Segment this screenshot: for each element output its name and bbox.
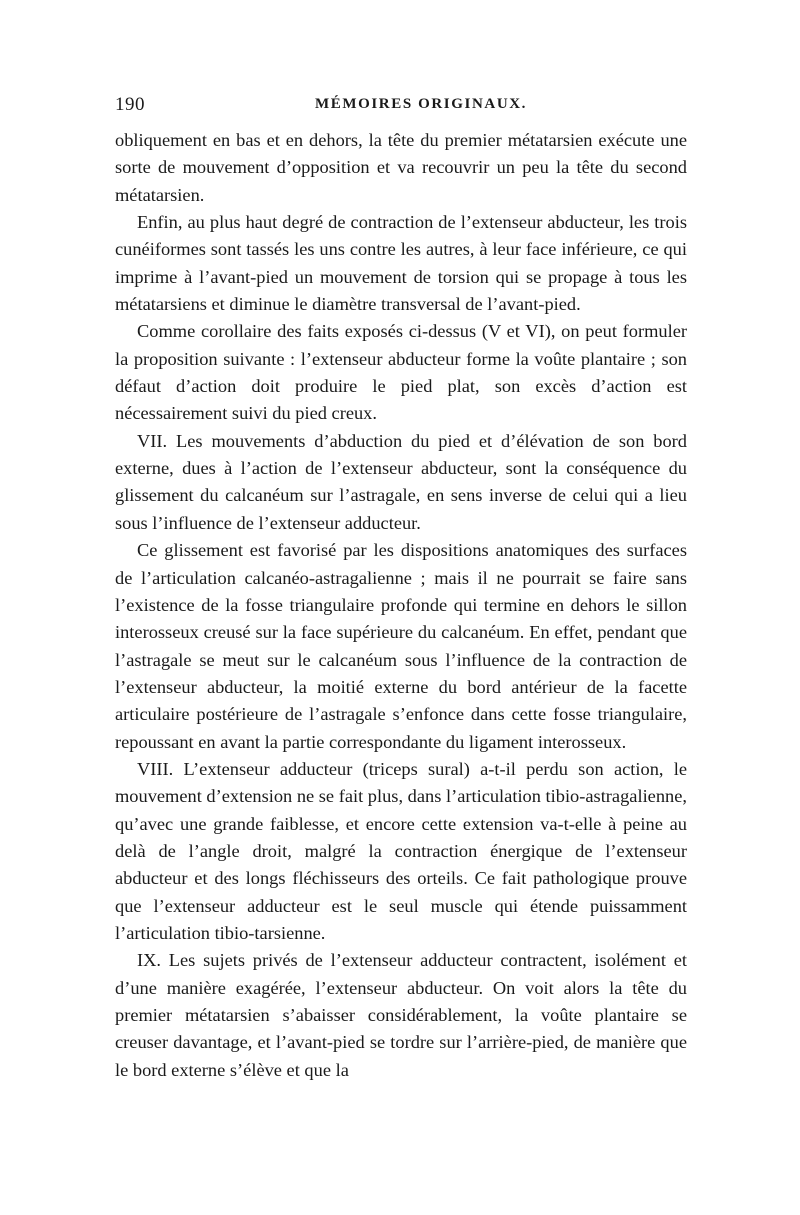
paragraph-corollaire: Comme corollaire des faits exposés ci-dessus (V et VI), on peut formuler la proposition suivante : l’extenseur abducteur forme la voûte plantaire ; son défaut d’action doit produire le pied plat, son excès d’action est nécessairement suivi du pied creux.: [115, 321, 687, 424]
paragraph-ix: IX. Les sujets privés de l’extenseur adducteur contractent, isolément et d’une manière exagérée, l’extenseur abducteur. On voit alors la tête du premier métatarsien s’abaisser considérablement, la voûte plantaire se creuser davantage, et l’avant-pied se tordre sur l’arrière-pied, de manière que le bord externe s’élève et que la: [115, 950, 687, 1080]
page-number: 190: [115, 94, 145, 115]
paragraph-glissement: Ce glissement est favorisé par les dispositions anatomiques des surfaces de l’articulation calcanéo-astragalienne ; mais il ne pourrait se faire sans l’existence de la fosse triangulaire profonde qui termine en dehors le sillon interosseux creusé sur la face supérieure du calcanéum. En effet, pendant que l’astragale se meut sur le calcanéum sous l’influence de la contraction de l’extenseur abducteur, la moitié externe du bord antérieur de la facette articulaire postérieure de l’astragale s’enfonce dans cette fosse triangulaire, repoussant en avant la partie correspondante du ligament interosseux.: [115, 540, 687, 752]
body-text: [115, 127, 687, 1084]
paragraph-cuneiformes: Enfin, au plus haut degré de contraction de l’extenseur abducteur, les trois cunéiformes sont tassés les uns contre les autres, à leur face inférieure, ce qui imprime à l’avant-pied un mouvement de torsion qui se propage à tous les métatarsiens et diminue le diamètre transversal de l’avant-pied.: [115, 212, 687, 315]
paragraph-viii: VIII. L’extenseur adducteur (triceps sural) a-t-il perdu son action, le mouvement d’extension ne se fait plus, dans l’articulation tibio-astragalienne, qu’avec une grande faiblesse, et encore cette extension va-t-elle à peine au delà de l’angle droit, malgré la contraction énergique de l’extenseur abducteur et des longs fléchisseurs des orteils. Ce fait pathologique prouve que l’extenseur adducteur est le seul muscle qui étende puissamment l’articulation tibio-tarsienne.: [115, 758, 687, 943]
paragraph-vii: VII. Les mouvements d’abduction du pied et d’élévation de son bord externe, dues à l’action de l’extenseur abducteur, sont la conséquence du glissement du calcanéum sur l’astragale, en sens inverse de celui qui a lieu sous l’influence de l’extenseur adducteur.: [115, 430, 687, 533]
paragraph-continued: obliquement en bas et en dehors, la tête du premier métatarsien exécute une sorte de mouvement d’opposition et va recouvrir un peu la tête du second métatarsien.: [115, 130, 687, 205]
running-title: MÉMOIRES ORIGINAUX.: [314, 96, 528, 112]
page-header: [115, 94, 687, 118]
